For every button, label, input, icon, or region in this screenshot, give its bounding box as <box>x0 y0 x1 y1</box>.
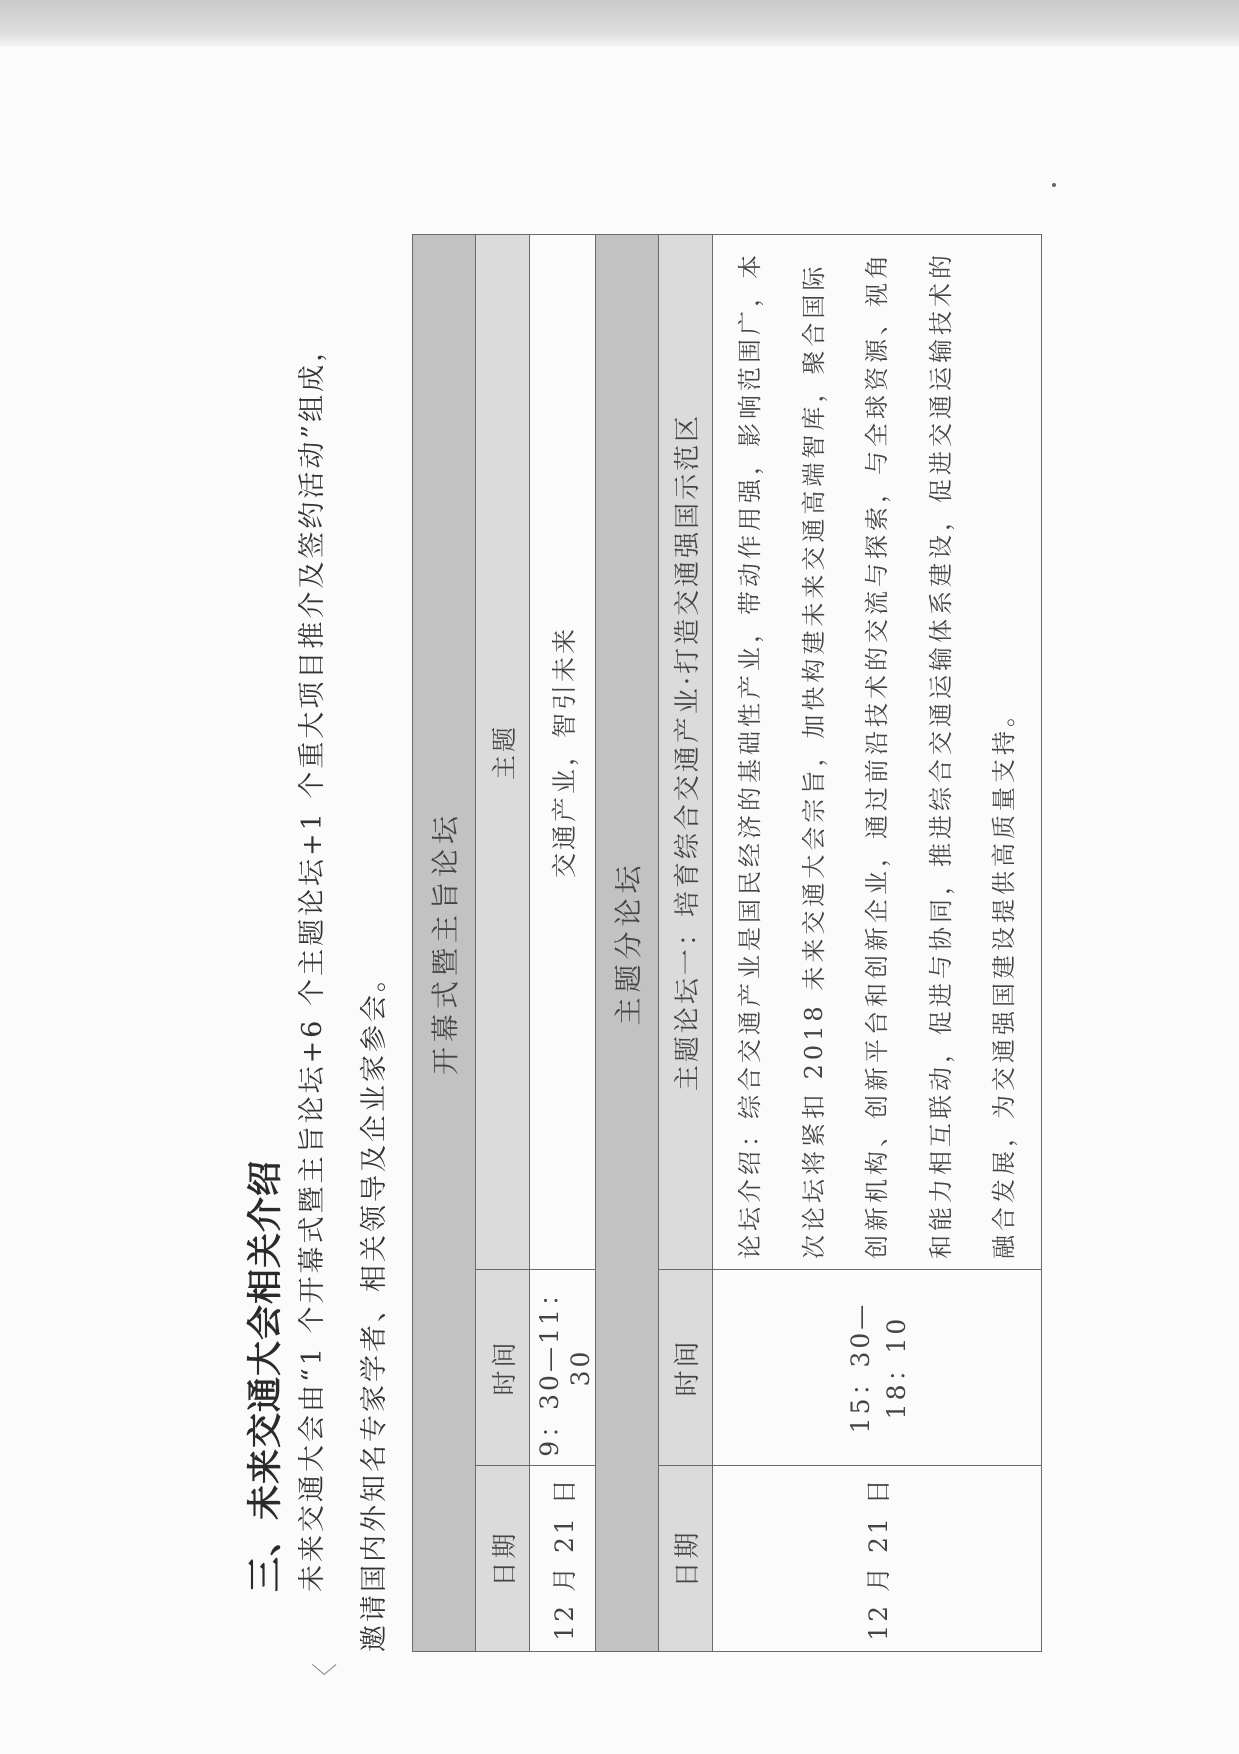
opening-time-header: 时间 <box>476 1270 530 1466</box>
opening-date-cell: 12 月 21 日 <box>530 1466 596 1652</box>
opening-time-cell: 9：30—11：30 <box>530 1270 596 1466</box>
gutter-mark: 〈 <box>311 1662 341 1689</box>
dust-speck <box>1052 183 1056 187</box>
opening-theme-cell: 交通产业，智引未来 <box>530 234 596 1269</box>
opening-section-title: 开幕式暨主旨论坛 <box>413 234 476 1651</box>
forum-date-header: 日期 <box>659 1466 713 1652</box>
intro-line-1: 未来交通大会由“1 个开幕式暨主旨论坛+6 个主题论坛+1 个重大项目推介及签约活动”组成， <box>297 331 328 1592</box>
opening-theme-header: 主题 <box>476 234 530 1269</box>
rotated-document-page <box>230 192 1018 1652</box>
forum1-time-cell: 15：30—18：10 <box>713 1270 1042 1466</box>
forums-section-title: 主题分论坛 <box>596 234 659 1651</box>
forum1-title: 主题论坛一：培育综合交通产业·打造交通强国示范区 <box>659 234 713 1269</box>
opening-date-header: 日期 <box>476 1466 530 1652</box>
forum1-intro: 论坛介绍：综合交通产业是国民经济的基础性产业，带动作用强，影响范围广，本次论坛将紧扣 2018 未来交通大会宗旨，加快构建未来交通高端智库，聚合国际创新机构、创新平台和创新企业，通过前沿技术的交流与探索，与全球资源、视角和能力相互联动，促进与协同，推进综合交通运输体系建设，促进交通运输技术的融合发展，为交通强国建设提供高质量支持。 <box>713 234 1042 1269</box>
agenda-table <box>412 234 1042 1652</box>
forum-time-header: 时间 <box>659 1270 713 1466</box>
intro-line-2: 邀请国内外知名专家学者、相关领导及企业家参会。 <box>359 962 390 1652</box>
section-heading: 三、未来交通大会相关介绍 <box>246 1159 286 1592</box>
forum1-date-cell: 12 月 21 日 <box>713 1466 1042 1652</box>
scan-edge <box>0 0 1239 46</box>
